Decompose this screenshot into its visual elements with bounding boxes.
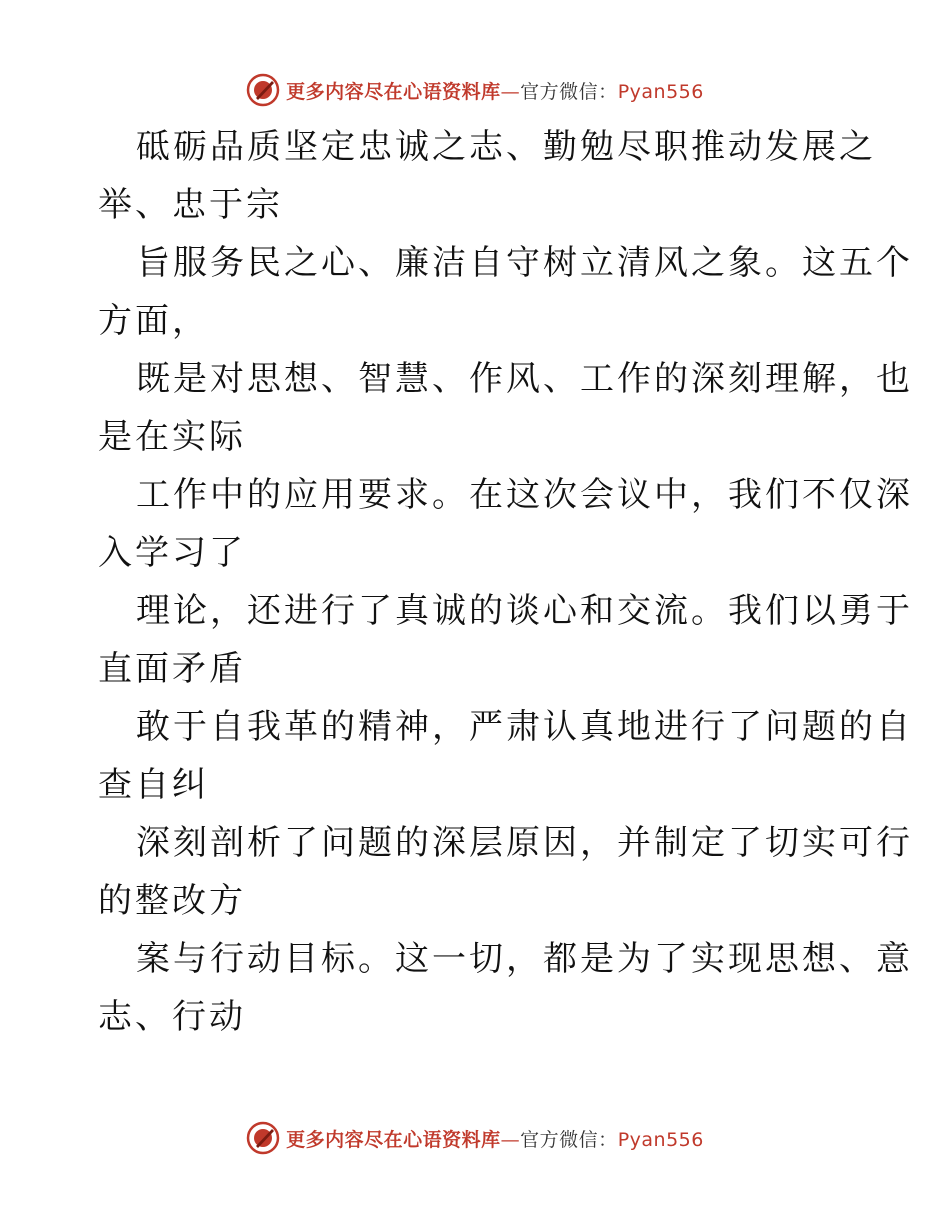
text-line: 是在实际 [98, 417, 246, 457]
text-line: 既是对思想、智慧、作风、工作的深刻理解，也 [136, 359, 913, 399]
text-line: 理论，还进行了真诚的谈心和交流。我们以勇于 [136, 591, 913, 631]
text-line: 入学习了 [98, 533, 246, 573]
text-line: 旨服务民之心、廉洁自守树立清风之象。这五个 [136, 243, 913, 283]
footer-dash: — [500, 1128, 521, 1151]
footer-wechat-id: Pyan556 [617, 1128, 704, 1151]
text-line: 举、忠于宗 [98, 185, 283, 225]
text-line: 的整改方 [98, 881, 246, 921]
text-line: 敢于自我革的精神，严肃认真地进行了问题的自 [136, 707, 913, 747]
header-text [286, 77, 704, 104]
pen-logo-icon [246, 73, 280, 107]
text-line: 查自纠 [98, 765, 209, 805]
text-line: 志、行动 [98, 997, 246, 1037]
header-dash: — [500, 80, 521, 103]
pen-logo-icon [246, 1121, 280, 1155]
footer-sub-text: 官方微信： [520, 1128, 618, 1151]
header-banner [0, 72, 950, 108]
header-main-text: 更多内容尽在心语资料库 [286, 80, 501, 103]
text-line: 直面矛盾 [98, 649, 246, 689]
text-line: 工作中的应用要求。在这次会议中，我们不仅深 [136, 475, 913, 515]
text-line: 方面， [98, 301, 209, 341]
footer-text [286, 1125, 704, 1152]
text-line: 砥砺品质坚定忠诚之志、勤勉尽职推动发展之 [136, 127, 876, 167]
header-wechat-id: Pyan556 [617, 80, 704, 103]
footer-main-text: 更多内容尽在心语资料库 [286, 1128, 501, 1151]
text-line: 深刻剖析了问题的深层原因，并制定了切实可行 [136, 823, 913, 863]
footer-banner [0, 1120, 950, 1156]
text-line: 案与行动目标。这一切，都是为了实现思想、意 [136, 939, 913, 979]
document-body [98, 118, 913, 1046]
header-sub-text: 官方微信： [520, 80, 618, 103]
